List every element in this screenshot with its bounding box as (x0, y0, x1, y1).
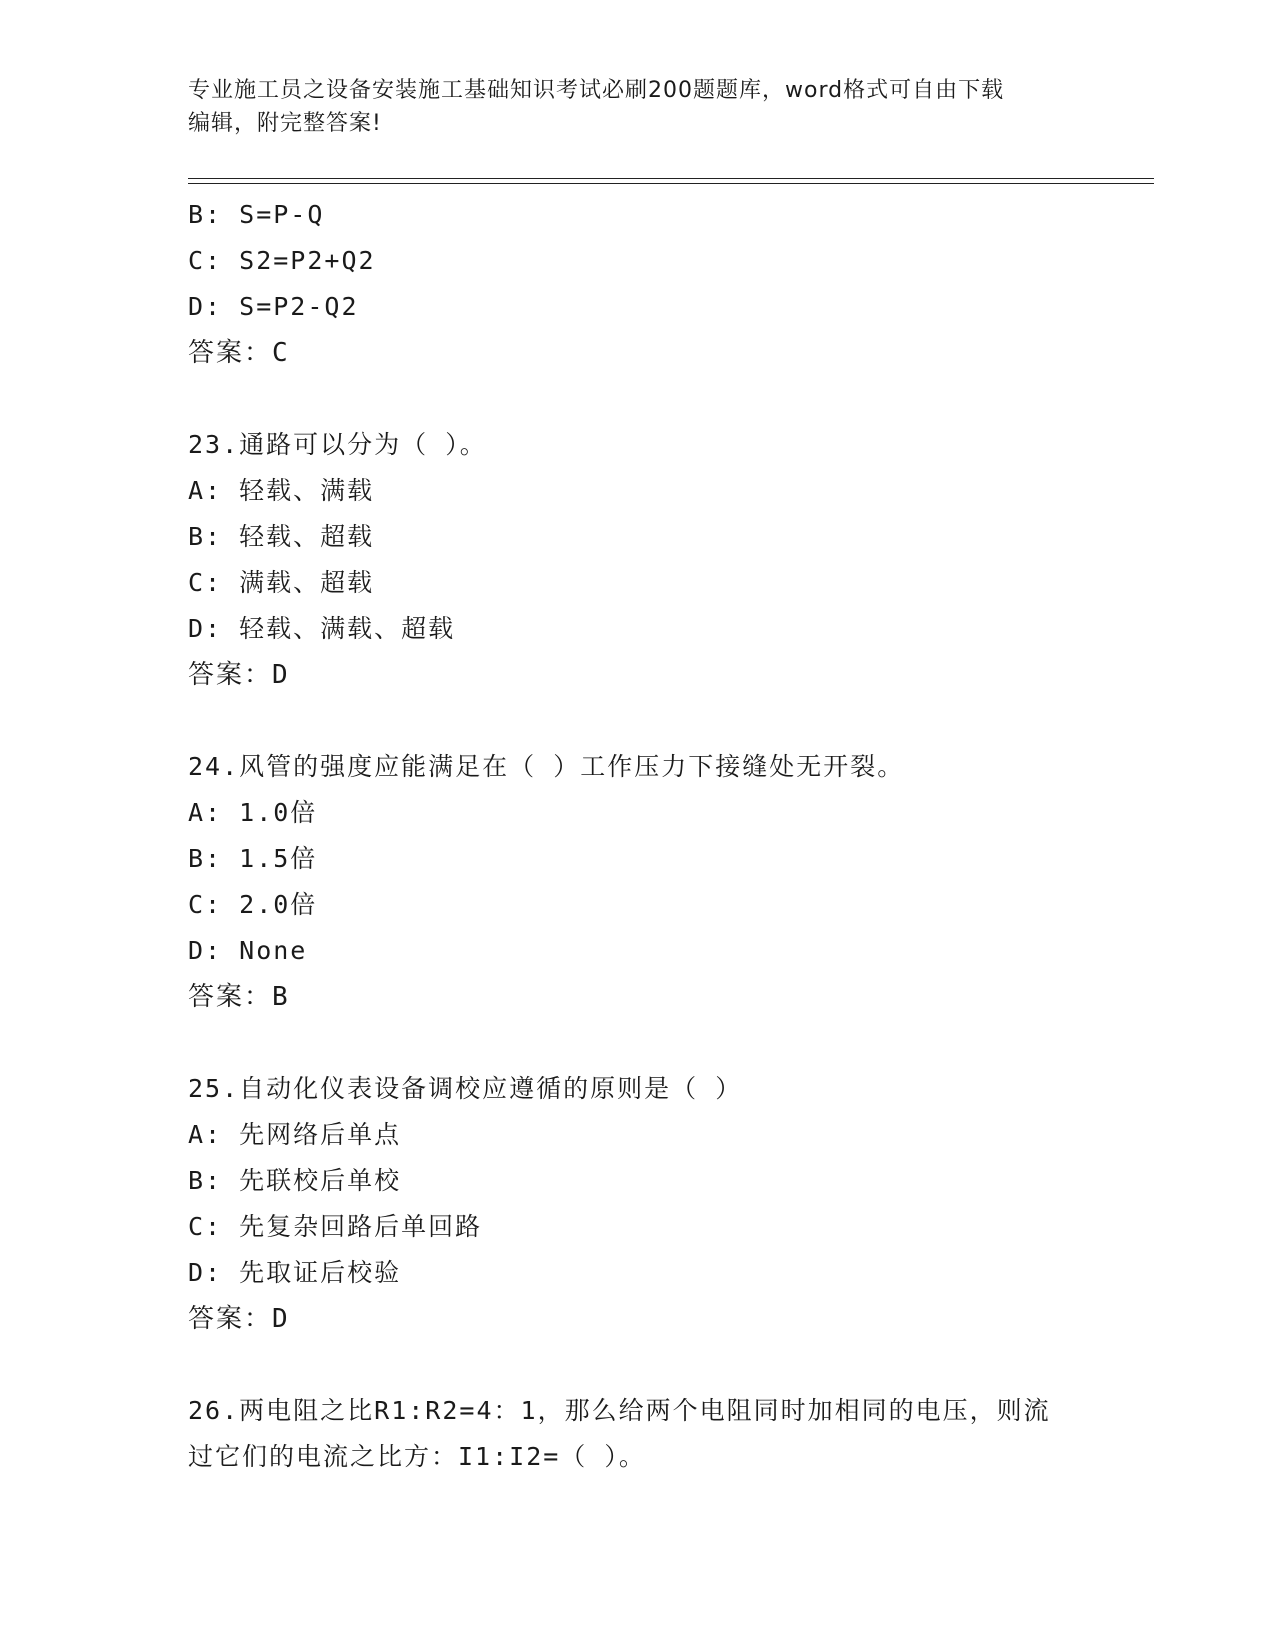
answer-value: B (272, 982, 290, 1012)
option-b: B: 先联校后单校 (188, 1166, 402, 1195)
answer-label: 答案： (188, 1304, 273, 1334)
option-a: A: 轻载、满载 (188, 476, 375, 505)
question-stem: 23.通路可以分为（ ）。 (188, 430, 487, 459)
answer-value: D (272, 660, 290, 690)
option-b: B: 1.5倍 (188, 844, 318, 873)
answer-line (188, 330, 1108, 376)
option-c: C: 2.0倍 (188, 890, 318, 919)
question-stem-line-1: 26.两电阻之比R1:R2=4：1，那么给两个电阻同时加相同的电压，则流 (188, 1396, 1051, 1425)
option-d: D: None (188, 936, 308, 965)
answer-value: C (272, 338, 290, 368)
header-title-line-1: 专业施工员之设备安装施工基础知识考试必刷200题题库，word格式可自由下载 (188, 78, 1005, 103)
question-list (188, 192, 1108, 1480)
answer-label: 答案： (188, 338, 273, 368)
document-header (188, 74, 1088, 140)
option-b: B: 轻载、超载 (188, 522, 375, 551)
option-d: D: 轻载、满载、超载 (188, 614, 456, 643)
option-c: C: 满载、超载 (188, 568, 375, 597)
answer-value: D (272, 1304, 290, 1334)
option-d: D: 先取证后校验 (188, 1258, 402, 1287)
option-a: A: 先网络后单点 (188, 1120, 402, 1149)
option-b: B: S=P-Q (188, 200, 325, 229)
answer-line (188, 974, 1108, 1020)
question-24 (188, 744, 1108, 1020)
header-divider-bottom (188, 183, 1154, 184)
question-23 (188, 422, 1108, 698)
option-a: A: 1.0倍 (188, 798, 318, 827)
answer-line (188, 652, 1108, 698)
option-c: C: 先复杂回路后单回路 (188, 1212, 483, 1241)
question-stem: 24.风管的强度应能满足在（ ）工作压力下接缝处无开裂。 (188, 752, 905, 781)
question-stem: 25.自动化仪表设备调校应遵循的原则是（ ） (188, 1074, 743, 1103)
question-25 (188, 1066, 1108, 1342)
answer-label: 答案： (188, 982, 273, 1012)
option-d: D: S=P2-Q2 (188, 292, 359, 321)
header-divider-top (188, 178, 1154, 179)
answer-label: 答案： (188, 660, 273, 690)
header-title-line-2: 编辑，附完整答案! (188, 111, 382, 136)
option-c: C: S2=P2+Q2 (188, 246, 376, 275)
question-26 (188, 1388, 1108, 1480)
answer-line (188, 1296, 1108, 1342)
question-22 (188, 192, 1108, 376)
question-stem-line-2: 过它们的电流之比方：I1:I2=（ ）。 (188, 1442, 646, 1471)
